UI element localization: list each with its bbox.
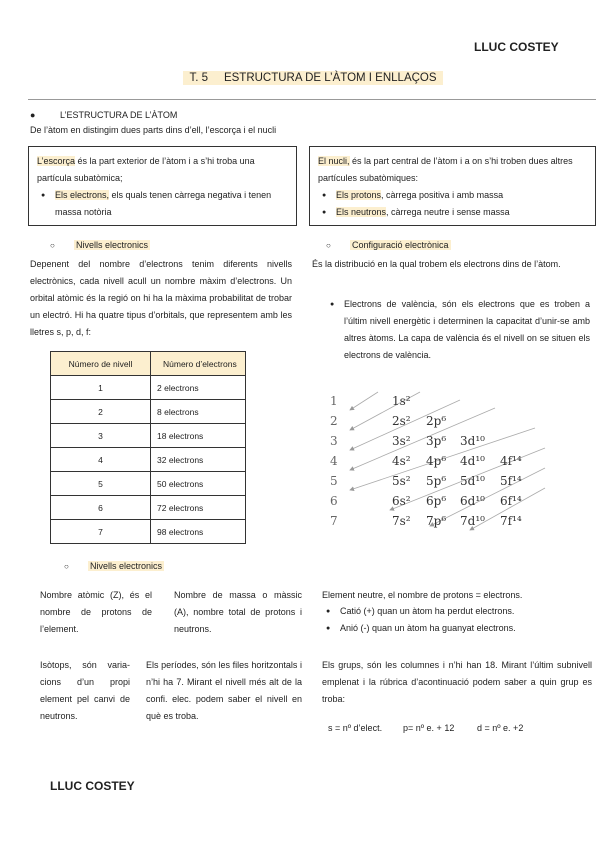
- level-number: 1: [330, 394, 338, 408]
- level-number: 2: [330, 414, 338, 428]
- subheading-nivells-2-text: Nivells electronics: [90, 561, 163, 571]
- electrons-text: els quals tenen càrrega negativa i tenen massa notòria: [55, 190, 272, 217]
- table-cell: 1: [51, 376, 151, 400]
- header-brand: LLUC COSTEY: [474, 40, 559, 54]
- orbital-label: 7s²: [392, 514, 411, 528]
- list-item: ● Anió (-) quan un àtom ha guanyat electrons.: [322, 620, 592, 637]
- nucli-box: [309, 146, 596, 226]
- bullet-icon: ●: [30, 110, 36, 120]
- list-item: [318, 204, 587, 221]
- orbital-label: 6f¹⁴: [500, 494, 522, 508]
- formula-s: s = nº d’elect.: [328, 723, 383, 733]
- page-title: [30, 72, 596, 84]
- list-item: [318, 187, 587, 204]
- table-row: [51, 520, 246, 544]
- orbital-label: 5f¹⁴: [500, 474, 522, 488]
- title-divider: [28, 99, 596, 100]
- table-row: [51, 472, 246, 496]
- level-number: 6: [330, 494, 338, 508]
- formula-d: d = nº e. +2: [477, 723, 524, 733]
- circle-bullet-icon: ○: [326, 241, 331, 250]
- neutrons-text: , càrrega neutre i sense massa: [386, 207, 510, 217]
- aufbau-diagram: [330, 388, 570, 538]
- circle-bullet-icon: ○: [64, 562, 69, 571]
- table-cell: 5: [51, 472, 151, 496]
- table-header-row: [51, 352, 246, 376]
- table-row: [51, 400, 246, 424]
- table-row: [51, 424, 246, 448]
- table-cell: 7: [51, 520, 151, 544]
- table-row: [51, 376, 246, 400]
- table-cell: 18 electrons: [151, 424, 246, 448]
- orbital-label: 5p⁶: [426, 474, 447, 488]
- orbital-label: 3s²: [392, 434, 411, 448]
- protons-text: , càrrega positiva i amb massa: [381, 190, 504, 200]
- configuracio-intro: És la distribució en la qual trobem els electrons dins de l’àtom.: [312, 259, 561, 269]
- orbital-label: 7d¹⁰: [460, 514, 485, 528]
- list-item: ● Electrons de valència, són els electrons que es troben a l’últim nivell energètic i determinen la capacitat d’unir-se amb altres àtoms. La capa de valència és el nivell on se situen els electrons de valència.: [326, 296, 590, 364]
- groups-note: Els grups, són les columnes i n’hi han 18. Mirant l’últim subnivell emplenat i la rúbrica d’acontinuació podem saber a quin grup es troba:: [322, 660, 592, 704]
- neutrons-term: Els neutrons: [336, 207, 387, 217]
- footer-brand: LLUC COSTEY: [50, 779, 135, 793]
- table-header: Número d’electrons: [151, 352, 246, 376]
- table-cell: 72 electrons: [151, 496, 246, 520]
- table-cell: 8 electrons: [151, 400, 246, 424]
- escorca-term: L’escorça: [37, 156, 76, 166]
- table-cell: 3: [51, 424, 151, 448]
- levels-table: [50, 351, 246, 544]
- orbital-label: 4p⁶: [426, 454, 447, 468]
- diagonal-arrows: [330, 388, 570, 538]
- table-cell: 98 electrons: [151, 520, 246, 544]
- orbital-label: 3p⁶: [426, 434, 447, 448]
- level-number: 3: [330, 434, 338, 448]
- orbital-label: 3d¹⁰: [460, 434, 485, 448]
- neutral-element-note: Element neutre, el nombre de protons = electrons.: [322, 590, 523, 600]
- orbital-label: 4f¹⁴: [500, 454, 522, 468]
- page-title-text: T. 5 ESTRUCTURA DE L’ÀTOM I ENLLAÇOS: [183, 71, 442, 85]
- orbital-label: 4s²: [392, 454, 411, 468]
- table-row: [51, 496, 246, 520]
- list-item: [37, 187, 288, 221]
- escorca-box: [28, 146, 297, 226]
- orbital-label: 7f¹⁴: [500, 514, 522, 528]
- formula-p: p= nº e. + 12: [403, 723, 455, 733]
- escorca-text: és la part exterior de l’àtom i a s’hi troba una partícula subatòmica;: [37, 156, 255, 183]
- orbital-label: 4d¹⁰: [460, 454, 485, 468]
- valence-list: [326, 296, 590, 364]
- mass-number-note: Nombre de massa o màssic (A), nombre total de protons i neutrons.: [174, 590, 302, 634]
- table-cell: 32 electrons: [151, 448, 246, 472]
- orbital-label: 6d¹⁰: [460, 494, 485, 508]
- atomic-number-note: Nombre atòmic (Z), és el nombre de protons de l’element.: [40, 590, 152, 634]
- orbital-label: 7p⁶: [426, 514, 447, 528]
- section-intro: De l’àtom en distingim dues parts dins d’ell, l’escorça i el nucli: [30, 125, 277, 135]
- subheading-nivells-text: Nivells electronics: [76, 240, 149, 250]
- nucli-term: El nucli,: [318, 156, 350, 166]
- protons-term: Els protons: [336, 190, 382, 200]
- periods-note: Els períodes, són les files horitzontals i n’hi ha 7. Mirant el nivell més alt de la confi. elec. podem saber el nivell en què es troba.: [146, 660, 302, 721]
- subheading-nivells: [50, 240, 150, 250]
- orbital-label: 2s²: [392, 414, 411, 428]
- table-cell: 4: [51, 448, 151, 472]
- electrons-term: Els electrons,: [55, 190, 110, 200]
- subheading-nivells-2: [64, 561, 164, 571]
- nivells-paragraph: Depenent del nombre d’electrons tenim diferents nivells electrònics, cada nivell acull un nombre màxim d’electrons. Un orbital atòmic és la regió on hi ha la màxima probabilitat de trobar un electró. Hi ha quatre tipus d’orbitals, que representem amb les lletres s, p, d, f:: [30, 259, 292, 337]
- table-row: [51, 448, 246, 472]
- isotopes-note: Isòtops, són varia-cions d’un propi element pel canvi de neutrons.: [40, 660, 130, 721]
- list-item: ● Catió (+) quan un àtom ha perdut electrons.: [322, 603, 592, 620]
- subheading-configuracio-text: Configuració electrònica: [352, 240, 449, 250]
- table-cell: 6: [51, 496, 151, 520]
- table-cell: 2: [51, 400, 151, 424]
- nucli-text: és la part central de l’àtom i a on s’hi troben dues altres partícules subatòmiques:: [318, 156, 573, 183]
- circle-bullet-icon: ○: [50, 241, 55, 250]
- subheading-configuracio: [326, 240, 451, 250]
- orbital-label: 6p⁶: [426, 494, 447, 508]
- table-cell: 50 electrons: [151, 472, 246, 496]
- orbital-label: 5d¹⁰: [460, 474, 485, 488]
- section-heading-text: L’ESTRUCTURA DE L’ÀTOM: [60, 110, 178, 120]
- orbital-label: 6s²: [392, 494, 411, 508]
- level-number: 5: [330, 474, 338, 488]
- level-number: 4: [330, 454, 338, 468]
- level-number: 7: [330, 514, 338, 528]
- orbital-label: 2p⁶: [426, 414, 447, 428]
- table-cell: 2 electrons: [151, 376, 246, 400]
- section-heading: [30, 110, 177, 120]
- orbital-label: 1s²: [392, 394, 411, 408]
- table-header: Número de nivell: [51, 352, 151, 376]
- orbital-label: 5s²: [392, 474, 411, 488]
- ion-list: [322, 603, 592, 637]
